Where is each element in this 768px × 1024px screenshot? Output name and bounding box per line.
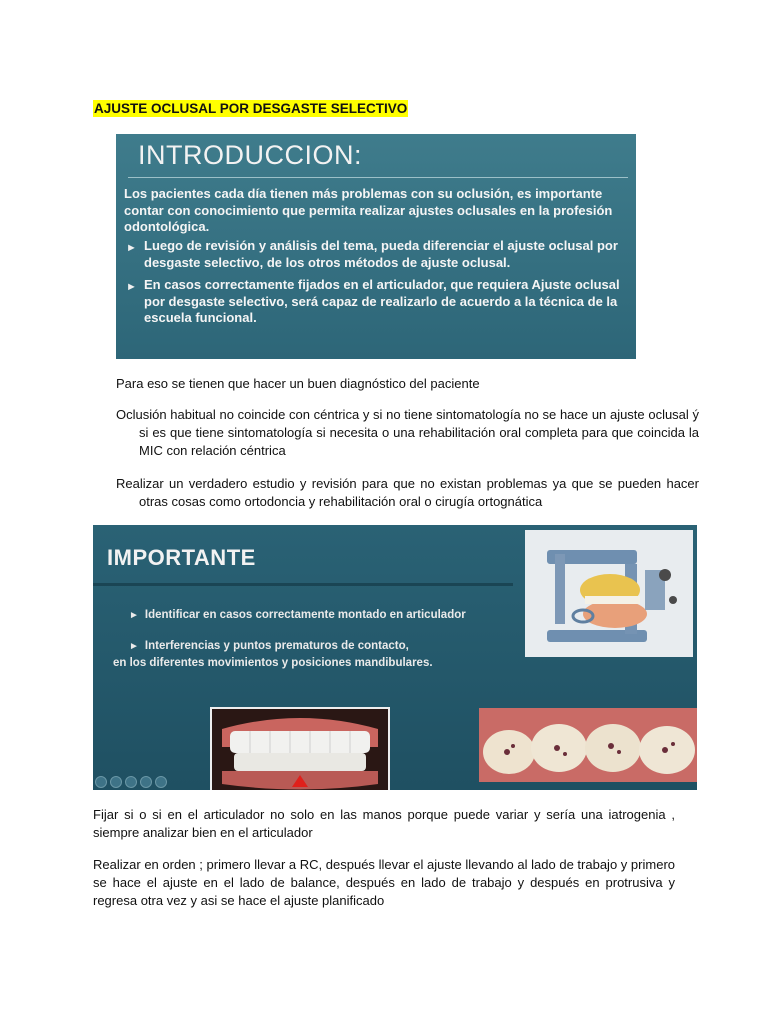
importante-slide-title: IMPORTANTE [107, 545, 256, 570]
importante-slide-line [113, 655, 529, 671]
importante-slide-line-text: Identificar en casos correctamente montado en articulador [144, 609, 466, 621]
intro-slide-divider [128, 177, 628, 178]
intro-slide-bullet [124, 277, 632, 327]
paragraph-oclusion-habitual: Oclusión habitual no coincide con céntrica y si no tiene sintomatología no se hace un ajuste oclusal ý si es que tiene sintomatología si necesita o una rehabilitación oral completa para que coincida la MIC con relación céntrica [116, 407, 699, 458]
importante-slide-image [93, 525, 697, 790]
bullet-triangle-icon: ► [126, 242, 137, 254]
document-heading: AJUSTE OCLUSAL POR DESGASTE SELECTIVO [94, 101, 408, 116]
articulator-illustration [525, 530, 693, 657]
more-icon [155, 776, 167, 788]
intro-slide-title: INTRODUCCION: [138, 140, 362, 170]
intro-slide-bullet-text: En casos correctamente fijados en el articulador, que requiera Ajuste oclusal por desgaste selectivo, será capaz de realizarlo de acuerdo a la técnica de la escuela funcional. [144, 277, 620, 325]
intro-slide-bullet-text: Luego de revisión y análisis del tema, pueda diferenciar el ajuste oclusal por desgaste selectivo, de los otros métodos de ajuste oclusal. [144, 238, 618, 270]
slides-icon [125, 776, 137, 788]
prev-slide-icon [95, 776, 107, 788]
paragraph-estudio: Realizar un verdadero estudio y revisión para que no existan problemas ya que se pueden hacer otras cosas como ortodoncia y rehabilitación oral o cirugía ortognática [116, 476, 699, 509]
intro-slide-text: Los pacientes cada día tienen más problemas con su oclusión, es importante contar con conocimiento que permita realizar ajustes oclusales en la profesión odontológica. [124, 186, 613, 234]
front-teeth-illustration [212, 709, 388, 790]
paragraph-articulador: Fijar si o si en el articulador no solo en las manos porque puede variar y sería una iatrogenia , siempre analizar bien en el articulador [93, 807, 675, 840]
paragraph-orden: Realizar en orden ; primero llevar a RC, después llevar el ajuste llevando al lado de trabajo y primero se hace el ajuste en el lado de balance, después en lado de trabajo y después en protrusiva y regresa otra vez y asi se hace el ajuste planificado [93, 857, 675, 908]
molars-photo [479, 708, 697, 782]
slide-player-toolbar [95, 775, 170, 790]
zoom-icon [140, 776, 152, 788]
intro-slide-bullet [124, 238, 632, 271]
pen-icon [110, 776, 122, 788]
importante-slide-lines [113, 607, 529, 671]
paragraph-diagnostico: Para eso se tienen que hacer un buen diagnóstico del paciente [116, 376, 480, 391]
front-teeth-photo [210, 707, 390, 790]
articulator-photo [525, 530, 693, 657]
importante-slide-divider [93, 583, 513, 586]
molars-illustration [479, 708, 697, 782]
importante-slide-line [129, 638, 529, 655]
intro-slide-image [116, 134, 636, 359]
importante-slide-line [129, 607, 529, 624]
bullet-triangle-icon: ► [126, 281, 137, 293]
importante-slide-line-text: Interferencias y puntos prematuros de contacto, [144, 640, 409, 652]
intro-slide-bullets [124, 238, 632, 333]
bullet-triangle-icon: ► [129, 610, 139, 621]
bullet-triangle-icon: ► [129, 641, 139, 652]
importante-slide-line-text: en los diferentes movimientos y posiciones mandibulares. [113, 657, 433, 669]
